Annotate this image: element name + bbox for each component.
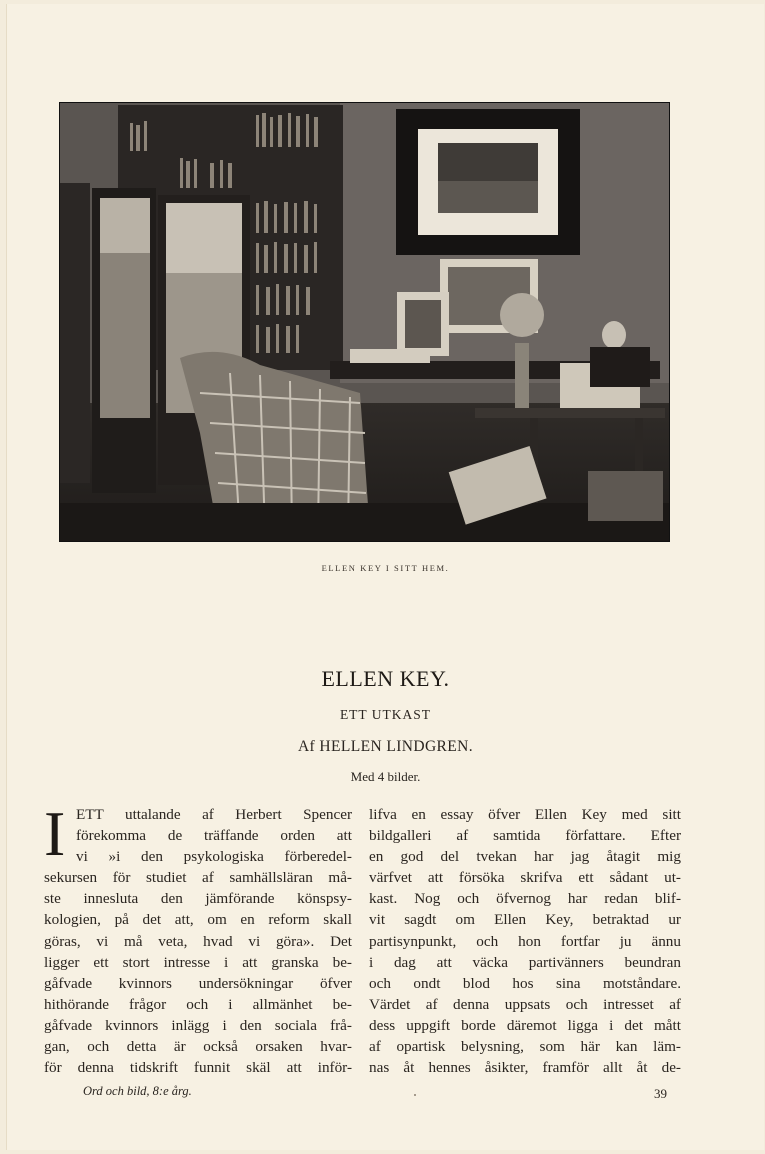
text-line: vi »i den psykologiska förberedel- bbox=[76, 848, 352, 866]
text-line: vit sagdt om Ellen Key, betraktad ur bbox=[369, 911, 681, 929]
text-line: gåfvade kvinnors undersökningar öfver bbox=[44, 974, 352, 992]
text-line: nas åt hennes åsikter, framför allt åt de- bbox=[369, 1059, 681, 1077]
text-line: kologien, på det att, om en reform skall bbox=[44, 911, 352, 929]
article-author bbox=[7, 738, 764, 756]
text-line: gan, och detta är också orsaken hvar- bbox=[44, 1038, 352, 1056]
text-line: kast. Nog och öfvernog har redan blif- bbox=[369, 890, 681, 908]
text-line: hithörande frågor och i allmänhet be- bbox=[44, 995, 352, 1013]
text-line: af opartisk belysning, som här kan läm- bbox=[369, 1038, 681, 1056]
right-column bbox=[369, 804, 681, 1078]
author-name: HELLEN LINDGREN. bbox=[319, 738, 474, 755]
text-line: i dag att väcka partivänners beundran bbox=[369, 953, 681, 971]
text-line: Värdet af denna uppsats och intresset af bbox=[369, 995, 681, 1013]
photo-caption: ELLEN KEY I SITT HEM. bbox=[321, 563, 450, 573]
text-line: gåfvade kvinnors inlägg i den sociala frå- bbox=[44, 1016, 352, 1034]
text-line: sekursen för studiet af samhällsläran må- bbox=[44, 869, 352, 887]
text-line: ETT uttalande af Herbert Spencer bbox=[76, 806, 352, 823]
text-line: en god del tvekan har jag åtagit mig bbox=[369, 848, 681, 866]
article-subtitle: ETT UTKAST bbox=[339, 707, 432, 722]
text-line: och ondt blod hos sina motståndare. bbox=[369, 974, 681, 992]
page-number: 39 bbox=[654, 1086, 667, 1101]
text-line: förekomma de träffande orden att bbox=[76, 827, 352, 845]
drop-cap: I bbox=[44, 798, 66, 869]
text-line: bildgalleri af samtida författare. Efter bbox=[369, 827, 681, 845]
text-line: partisynpunkt, och hon fortfar ju ännu bbox=[369, 932, 681, 950]
text-line: ligger ett stort intresse i att granska be- bbox=[44, 953, 352, 971]
interior-photograph bbox=[59, 102, 670, 542]
text-line: lifva en essay öfver Ellen Key med sitt bbox=[369, 806, 681, 823]
author-prefix: Af bbox=[297, 738, 316, 755]
article-title: ELLEN KEY. bbox=[321, 666, 450, 691]
page-dot bbox=[414, 1094, 416, 1096]
text-line: göras, vi må veta, hvad vi göra». Det bbox=[44, 932, 352, 950]
text-line: värfvet att försöka skrifva ett sådant ut- bbox=[369, 869, 681, 887]
text-line: för denna tidskrift funnit skäl att inför- bbox=[44, 1059, 352, 1077]
text-line: dess uppgift borde däremot ligga i det mått bbox=[369, 1016, 681, 1034]
page bbox=[6, 4, 764, 1150]
left-column bbox=[44, 798, 352, 1078]
images-note: Med 4 bilder. bbox=[350, 769, 421, 784]
journal-footer: Ord och bild, 8:e årg. bbox=[83, 1084, 192, 1098]
text-line: ste innesluta den jämförande könspsy- bbox=[44, 890, 352, 908]
